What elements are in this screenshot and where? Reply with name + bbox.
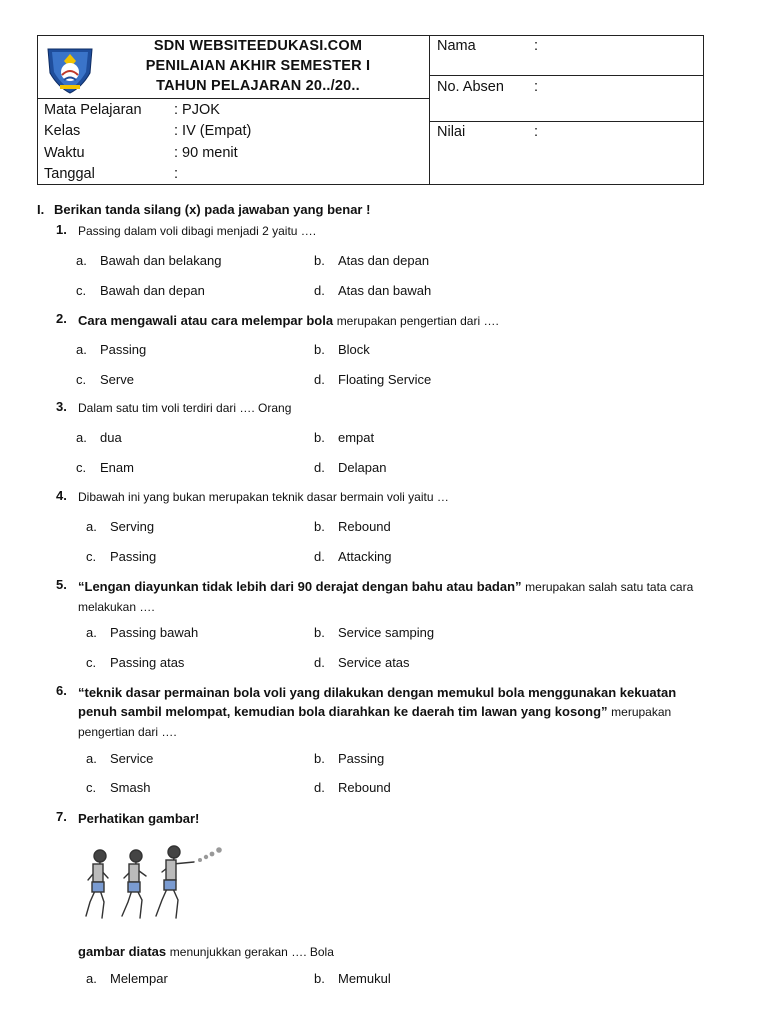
question-6 xyxy=(56,683,736,743)
name-label: Nama xyxy=(437,38,476,54)
question-text: Passing dalam voli dibagi menjadi 2 yaitu …. xyxy=(78,224,317,238)
option-3b[interactable]: b. empat xyxy=(314,430,375,445)
option-5b[interactable]: b. Service samping xyxy=(314,625,435,640)
student-info-panel xyxy=(430,36,703,184)
option-3d[interactable]: d. Delapan xyxy=(314,460,387,475)
option-1b[interactable]: b. Atas dan depan xyxy=(314,253,430,268)
option-4c[interactable]: c. Passing xyxy=(86,549,157,564)
option-2a[interactable]: a. Passing xyxy=(76,342,147,357)
exam-header xyxy=(37,35,704,185)
section-instruction: Berikan tanda silang (x) pada jawaban yang benar ! xyxy=(54,202,371,217)
school-year: TAHUN PELAJARAN 20../20.. xyxy=(156,78,360,94)
question-text: “teknik dasar permainan bola voli yang dilakukan dengan memukul bola menggunakan kekuatan penuh sambil melompat, kemudian bola diarahkan ke daerah tim lawan yang kosong” merupakan pengertian dari …. xyxy=(78,685,677,739)
option-6b[interactable]: b. Passing xyxy=(314,751,385,766)
option-2b[interactable]: b. Block xyxy=(314,342,370,357)
option-6d[interactable]: d. Rebound xyxy=(314,780,391,795)
option-2c[interactable]: c. Serve xyxy=(76,372,134,387)
option-4d[interactable]: d. Attacking xyxy=(314,549,392,564)
option-5c[interactable]: c. Passing atas xyxy=(86,655,185,670)
question-number: 3. xyxy=(56,399,67,414)
info-value: : xyxy=(174,166,179,182)
school-name: SDN WEBSITEEDUKASI.COM xyxy=(153,38,363,54)
school-title-block xyxy=(38,36,430,99)
info-label: Waktu xyxy=(44,145,85,161)
score-label: Nilai xyxy=(437,124,466,140)
option-5d[interactable]: d. Service atas xyxy=(314,655,410,670)
attendance-number-label: No. Absen xyxy=(437,79,504,95)
school-emblem-icon xyxy=(42,39,98,95)
info-label: Kelas xyxy=(44,123,81,139)
question-5 xyxy=(56,577,736,617)
info-value: : PJOK xyxy=(174,102,220,118)
option-6c[interactable]: c. Smash xyxy=(86,780,151,795)
option-1c[interactable]: c. Bawah dan depan xyxy=(76,283,205,298)
question-number: 4. xyxy=(56,488,67,503)
option-6a[interactable]: a. Service xyxy=(86,751,154,766)
question-text: Cara mengawali atau cara melempar bola merupakan pengertian dari …. xyxy=(78,313,499,328)
name-value: : xyxy=(534,38,539,54)
section-number: I. xyxy=(37,202,45,217)
question-number: 6. xyxy=(56,683,67,698)
score-value: : xyxy=(534,124,539,140)
info-value: : IV (Empat) xyxy=(174,123,252,139)
attendance-number-value: : xyxy=(534,79,539,95)
caption-text: gambar diatas menunjukkan gerakan …. Bola xyxy=(78,944,334,959)
option-1d[interactable]: d. Atas dan bawah xyxy=(314,283,432,298)
name-field[interactable] xyxy=(430,36,703,76)
option-7b[interactable]: b. Memukul xyxy=(314,971,391,986)
question-text: “Lengan diayunkan tidak lebih dari 90 derajat dengan bahu atau badan” merupakan salah satu tata cara melakukan …. xyxy=(78,579,694,614)
info-label: Tanggal xyxy=(44,166,95,182)
school-info-panel xyxy=(38,36,430,184)
option-2d[interactable]: d. Floating Service xyxy=(314,372,432,387)
option-5a[interactable]: a. Passing bawah xyxy=(86,625,199,640)
question-text: Dalam satu tim voli terdiri dari …. Orang xyxy=(78,401,292,415)
option-4a[interactable]: a. Serving xyxy=(86,519,155,534)
question-text: Perhatikan gambar! xyxy=(78,811,200,826)
option-3a[interactable]: a. dua xyxy=(76,430,122,445)
exam-title: PENILAIAN AKHIR SEMESTER I xyxy=(145,58,371,74)
attendance-number-field[interactable] xyxy=(430,76,703,122)
question-number: 1. xyxy=(56,222,67,237)
question-number: 5. xyxy=(56,577,67,592)
option-4b[interactable]: b. Rebound xyxy=(314,519,391,534)
question-number: 2. xyxy=(56,311,67,326)
question-number: 7. xyxy=(56,809,67,824)
info-label: Mata Pelajaran xyxy=(44,102,142,118)
question-text: Dibawah ini yang bukan merupakan teknik dasar bermain voli yaitu … xyxy=(78,490,449,504)
option-1a[interactable]: a. Bawah dan belakang xyxy=(76,253,222,268)
info-value: : 90 menit xyxy=(174,145,238,161)
score-field[interactable] xyxy=(430,122,703,184)
option-7a[interactable]: a. Melempar xyxy=(86,971,168,986)
children-throwing-ball-illustration xyxy=(78,842,226,924)
option-3c[interactable]: c. Enam xyxy=(76,460,134,475)
